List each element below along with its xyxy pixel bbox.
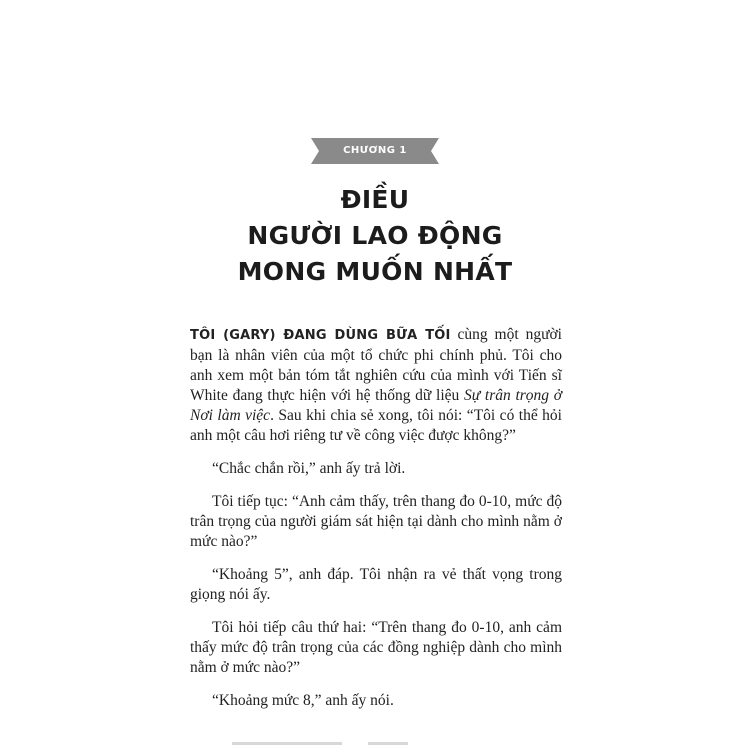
bottom-edge-shadow-right [368, 742, 408, 745]
paragraph-1-text-b: . Sau khi chia sẻ xong, tôi nói: “Tôi có thể hỏi anh một câu hơi riêng tư về công việc được không?” [190, 407, 562, 444]
paragraph-2: “Chắc chắn rồi,” anh ấy trả lời. [212, 460, 406, 477]
paragraph-3: Tôi tiếp tục: “Anh cảm thấy, trên thang đo 0-10, mức độ trân trọng của người giám sát hiện tại dành cho mình nằm ở mức nào?” [190, 493, 562, 550]
chapter-label: CHƯƠNG 1 [343, 145, 407, 156]
chapter-title-line-2: NGƯỜI LAO ĐỘNG [247, 221, 503, 250]
chapter-title-line-1: ĐIỀU [340, 185, 410, 214]
bottom-edge-shadow-left [232, 742, 342, 745]
chapter-title-line-3: MONG MUỐN NHẤT [237, 257, 513, 286]
paragraph-6: “Khoảng mức 8,” anh ấy nói. [212, 692, 394, 709]
paragraph-5: Tôi hỏi tiếp câu thứ hai: “Trên thang đo 0-10, anh cảm thấy mức độ trân trọng của các đồng nghiệp dành cho mình nằm ở mức nào?” [190, 619, 562, 676]
paragraph-1 [190, 325, 562, 446]
chapter-banner [311, 138, 439, 164]
paragraph-1-italic-title: Sự trân trọng ở Nơi làm việc [190, 387, 563, 424]
paragraph-1-text-a: cùng một người bạn là nhân viên của một tổ chức phi chính phủ. Tôi cho anh xem một bản tóm tắt nghiên cứu của mình với Tiến sĩ White đang thực hiện với hệ thống dữ liệu [190, 326, 562, 404]
lead-in-text: TÔI (GARY) ĐANG DÙNG BỮA TỐI [190, 328, 451, 343]
paragraph-4: “Khoảng 5”, anh đáp. Tôi nhận ra vẻ thất vọng trong giọng nói ấy. [190, 566, 562, 603]
body-text [190, 325, 562, 724]
chapter-title [100, 182, 650, 290]
